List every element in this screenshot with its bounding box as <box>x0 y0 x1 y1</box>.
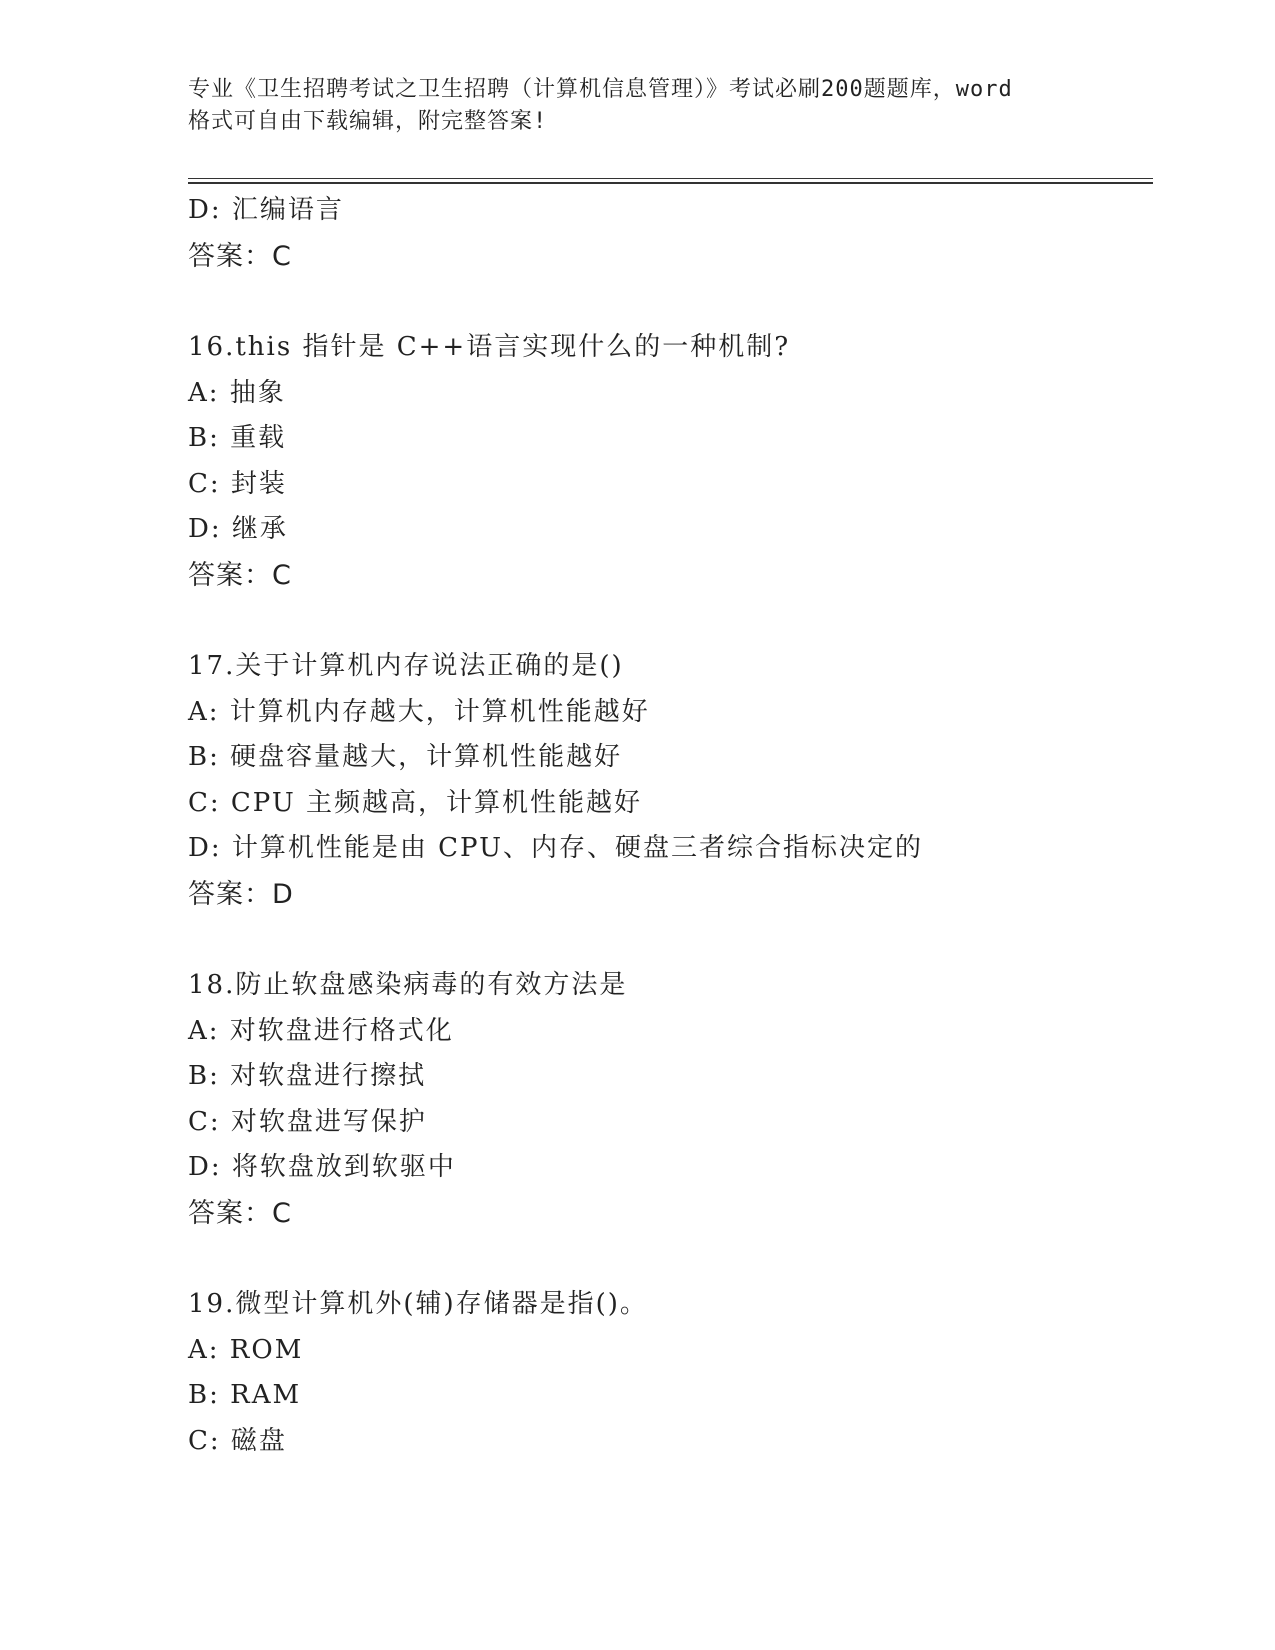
spacer <box>188 1236 1148 1282</box>
option-d: D: 继承 <box>188 514 288 544</box>
spacer <box>188 917 1148 963</box>
document-header <box>188 74 1088 138</box>
option-a: A: 抽象 <box>188 377 286 408</box>
spacer <box>188 279 1148 325</box>
answer-text: 答案：C <box>188 1197 292 1229</box>
option-d: D: 计算机性能是由 CPU、内存、硬盘三者综合指标决定的 <box>188 833 923 863</box>
option-b: B: RAM <box>188 1380 302 1410</box>
question-text: 16.this 指针是 C++语言实现什么的一种机制? <box>188 332 791 362</box>
header-title-line-2: 格式可自由下载编辑，附完整答案! <box>188 109 548 134</box>
question-list <box>188 188 1148 1464</box>
option-d: D: 汇编语言 <box>188 195 344 225</box>
option-c: C: 封装 <box>188 468 287 499</box>
answer-text: 答案：C <box>188 559 292 591</box>
option-b: B: 硬盘容量越大，计算机性能越好 <box>188 742 623 772</box>
header-divider-thick <box>188 182 1153 184</box>
option-a: A: ROM <box>188 1334 304 1365</box>
header-divider-thin <box>188 178 1153 179</box>
answer-text: 答案：C <box>188 240 292 272</box>
question-block-15 <box>188 188 1148 279</box>
option-a: A: 对软盘进行格式化 <box>188 1015 454 1046</box>
question-text: 17.关于计算机内存说法正确的是() <box>188 651 624 681</box>
option-a: A: 计算机内存越大，计算机性能越好 <box>188 696 650 727</box>
answer-text: 答案：D <box>188 878 294 910</box>
option-b: B: 对软盘进行擦拭 <box>188 1061 427 1091</box>
spacer <box>188 598 1148 644</box>
option-c: C: 磁盘 <box>188 1425 287 1456</box>
question-block-17 <box>188 644 1148 917</box>
option-b: B: 重载 <box>188 423 287 453</box>
question-block-19 <box>188 1282 1148 1464</box>
option-d: D: 将软盘放到软驱中 <box>188 1152 456 1182</box>
question-block-18 <box>188 963 1148 1236</box>
option-c: C: CPU 主频越高，计算机性能越好 <box>188 787 643 818</box>
question-text: 18.防止软盘感染病毒的有效方法是 <box>188 970 628 1000</box>
option-c: C: 对软盘进写保护 <box>188 1106 427 1137</box>
question-text: 19.微型计算机外(辅)存储器是指()。 <box>188 1289 648 1319</box>
header-title-line-1: 专业《卫生招聘考试之卫生招聘（计算机信息管理）》考试必刷200题题库，word <box>188 77 1013 102</box>
question-block-16 <box>188 325 1148 598</box>
